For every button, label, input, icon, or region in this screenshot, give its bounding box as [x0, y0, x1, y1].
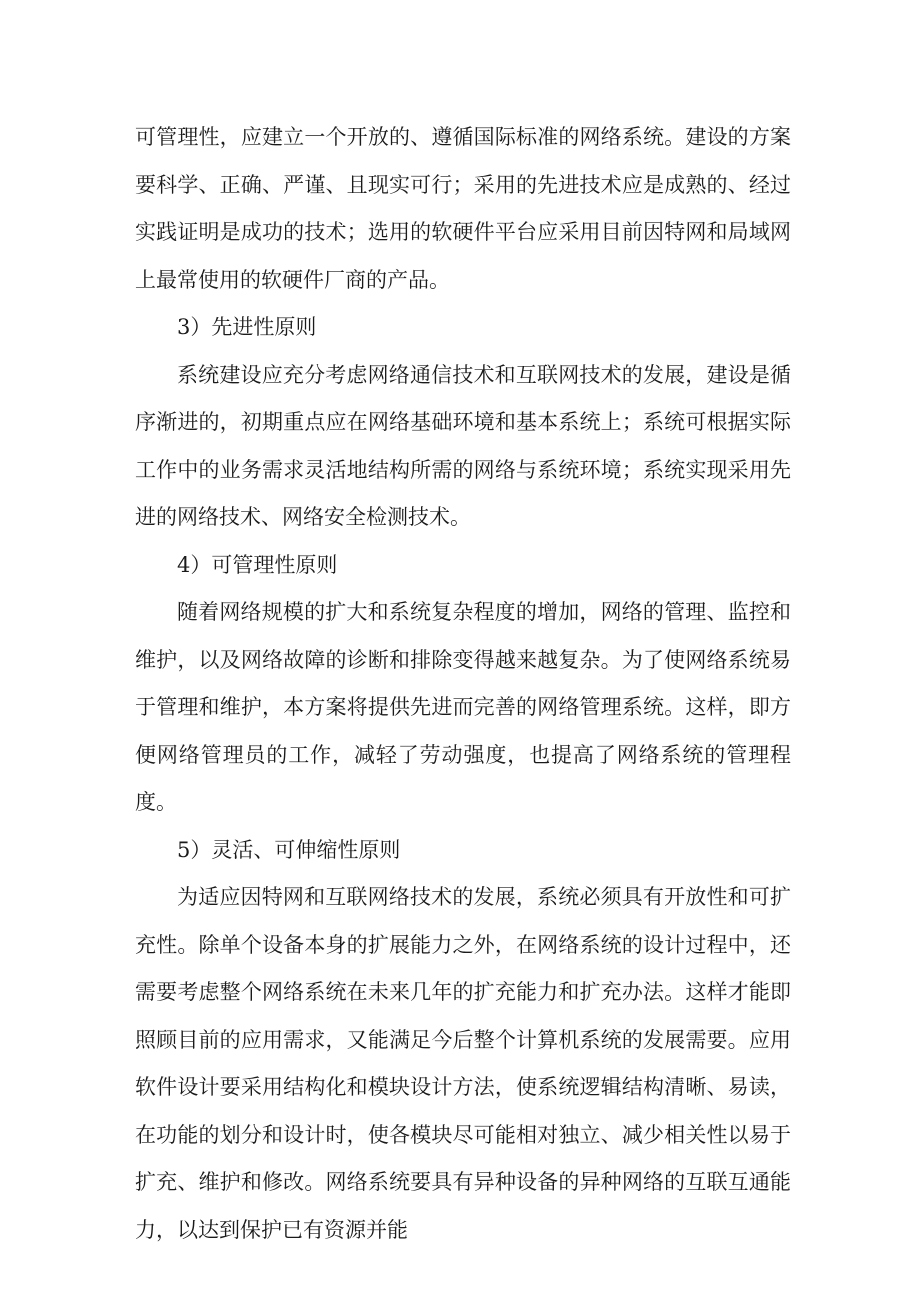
paragraph-manageability-continued: 可管理性，应建立一个开放的、遵循国际标准的网络系统。建设的方案要科学、正确、严谨、且现实可行；采用的先进技术应是成熟的、经过实践证明是成功的技术；选用的软硬件平台应采用目前因特网和局域网上最常使用的软硬件厂商的产品。	[135, 125, 791, 292]
document-body	[135, 114, 791, 1254]
section-heading-advanced: 3）先进性原则	[177, 315, 317, 339]
paragraph-flexibility-principle: 为适应因特网和互联网络技术的发展，系统必须具有开放性和可扩充性。除单个设备本身的扩展能力之外，在网络系统的设计过程中，还需要考虑整个网络系统在未来几年的扩充能力和扩充办法。这样才能即照顾目前的应用需求，又能满足今后整个计算机系统的发展需要。应用软件设计要采用结构化和模块设计方法，使系统逻辑结构清晰、易读，在功能的划分和设计时，使各模块尽可能相对独立、减少相关性以易于扩充、维护和修改。网络系统要具有异种设备的异种网络的互联互通能力，以达到保护已有资源并能	[135, 885, 791, 1242]
paragraph-manageability-principle: 随着网络规模的扩大和系统复杂程度的增加，网络的管理、监控和维护，以及网络故障的诊断和排除变得越来越复杂。为了使网络系统易于管理和维护，本方案将提供先进而完善的网络管理系统。这样，即方便网络管理员的工作，减轻了劳动强度，也提高了网络系统的管理程度。	[135, 600, 791, 814]
paragraph-advanced-principle: 系统建设应充分考虑网络通信技术和互联网技术的发展，建设是循序渐进的，初期重点应在网络基础环境和基本系统上；系统可根据实际工作中的业务需求灵活地结构所需的网络与系统环境；系统实现采用先进的网络技术、网络安全检测技术。	[135, 362, 791, 529]
section-heading-manageability: 4）可管理性原则	[177, 552, 338, 577]
section-heading-flexibility: 5）灵活、可伸缩性原则	[177, 837, 401, 862]
